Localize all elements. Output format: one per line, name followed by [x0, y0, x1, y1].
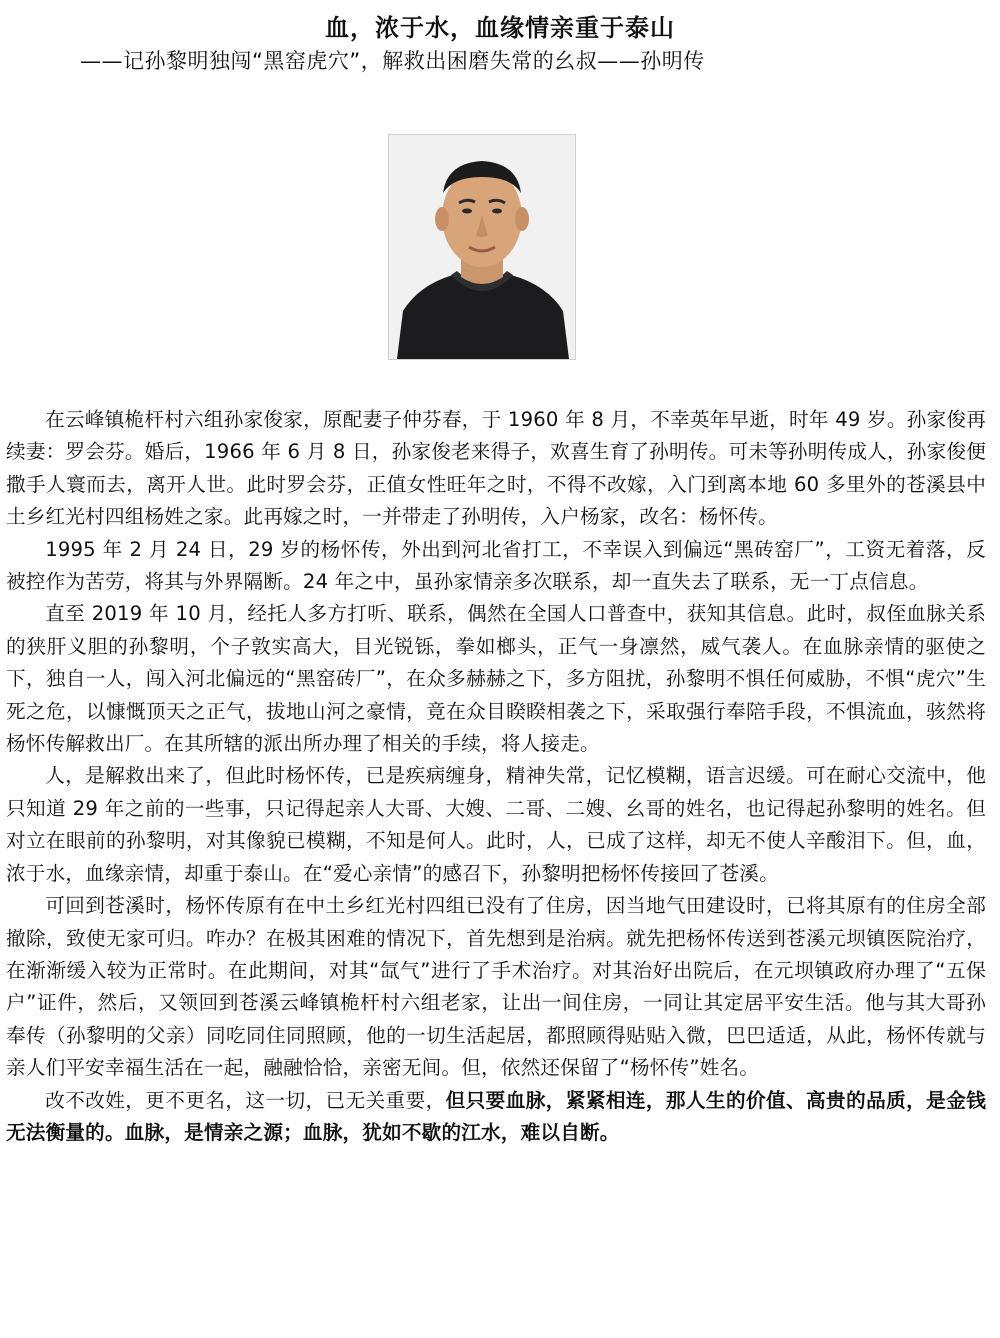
paragraph: 人，是解救出来了，但此时杨怀传，已是疾病缠身，精神失常，记忆模糊，语言迟缓。可在耐心交流中，他只知道 29 年之前的一些事，只记得起亲人大哥、大嫂、二哥、二嫂、幺哥的姓名，也记得起孙黎明的姓名。但对立在眼前的孙黎明，对其像貌已模糊，不知是何人。此时，人，已成了这样，却无不使人辛酸泪下。但，血，浓于水，血缘亲情，却重于泰山。在“爱心亲情”的感召下，孙黎明把杨怀传接回了苍溪。 — [6, 764, 986, 885]
closing-plain-text: 改不改姓，更不更名，这一切，已无关重要， — [45, 1088, 446, 1112]
paragraph: 可回到苍溪时，杨怀传原有在中土乡红光村四组已没有了住房，因当地气田建设时，已将其原有的住房全部撤除，致使无家可归。咋办？在极其困难的情况下，首先想到是治病。就先把杨怀传送到苍溪元坝镇医院治疗，在渐渐缓入较为正常时。在此期间，对其“氙气”进行了手术治疗。对其治好出院后，在元坝镇政府办理了“五保户”证件，然后，又领回到苍溪云峰镇桅杆村六组老家，让出一间住房，一同让其定居平安生活。他与其大哥孙奉传（孙黎明的父亲）同吃同住同照顾，他的一切生活起居，都照顾得贴贴入微，巴巴适适，从此，杨怀传就与亲人们平安幸福生活在一起，融融恰恰，亲密无间。但，依然还保留了“杨怀传”姓名。 — [6, 894, 986, 1080]
article-body — [6, 404, 986, 1149]
article-title: 血，浓于水，血缘情亲重于泰山 — [325, 14, 675, 42]
portrait-photo — [388, 134, 576, 360]
portrait-illustration — [389, 135, 575, 359]
closing-paragraph — [6, 1085, 986, 1150]
paragraph: 1995 年 2 月 24 日，29 岁的杨怀传，外出到河北省打工，不幸误入到偏远“黑砖窑厂”，工资无着落，反被控作为苦劳，将其与外界隔断。24 年之中，虽孙家情亲多次联系，却一直失去了联系，无一丁点信息。 — [6, 537, 986, 594]
closing-bold-text: 但只要血脉，紧紧相连，那人生的价值、高贵的品质，是金钱无法衡量的。血脉，是情亲之源；血脉，犹如不歇的江水，难以自断。 — [6, 1088, 987, 1144]
paragraph: 直至 2019 年 10 月，经托人多方打听、联系，偶然在全国人口普查中，获知其信息。此时，叔侄血脉关系的狭肝义胆的孙黎明，个子敦实高大，目光锐铄，拳如榔头，正气一身凛然，威气袭人。在血脉亲情的驱使之下，独自一人，闯入河北偏远的“黑窑砖厂”，在众多赫赫之下，多方阻扰，孙黎明不惧任何威胁，不惧“虎穴”生死之危，以慷慨顶天之正气，拔地山河之豪情，竟在众目睽睽相袭之下，采取强行奉陪手段，不惧流血，骇然将杨怀传解救出厂。在其所辖的派出所办理了相关的手续，将人接走。 — [6, 602, 986, 756]
article-subtitle: ——记孙黎明独闯“黑窑虎穴”，解救出困磨失常的幺叔——孙明传 — [80, 49, 705, 73]
paragraph: 在云峰镇桅杆村六组孙家俊家，原配妻子仲芬春，于 1960 年 8 月，不幸英年早逝，时年 49 岁。孙家俊再续妻：罗会芬。婚后，1966 年 6 月 8 日，孙家俊老来得子，欢喜生育了孙明传。可未等孙明传成人，孙家俊便撒手人寰而去，离开人世。此时罗会芬，正值女性旺年之时，不得不改嫁，入门到离本地 60 多里外的苍溪县中土乡红光村四组杨姓之家。此再嫁之时，一并带走了孙明传，入户杨家，改名：杨怀传。 — [6, 408, 986, 529]
